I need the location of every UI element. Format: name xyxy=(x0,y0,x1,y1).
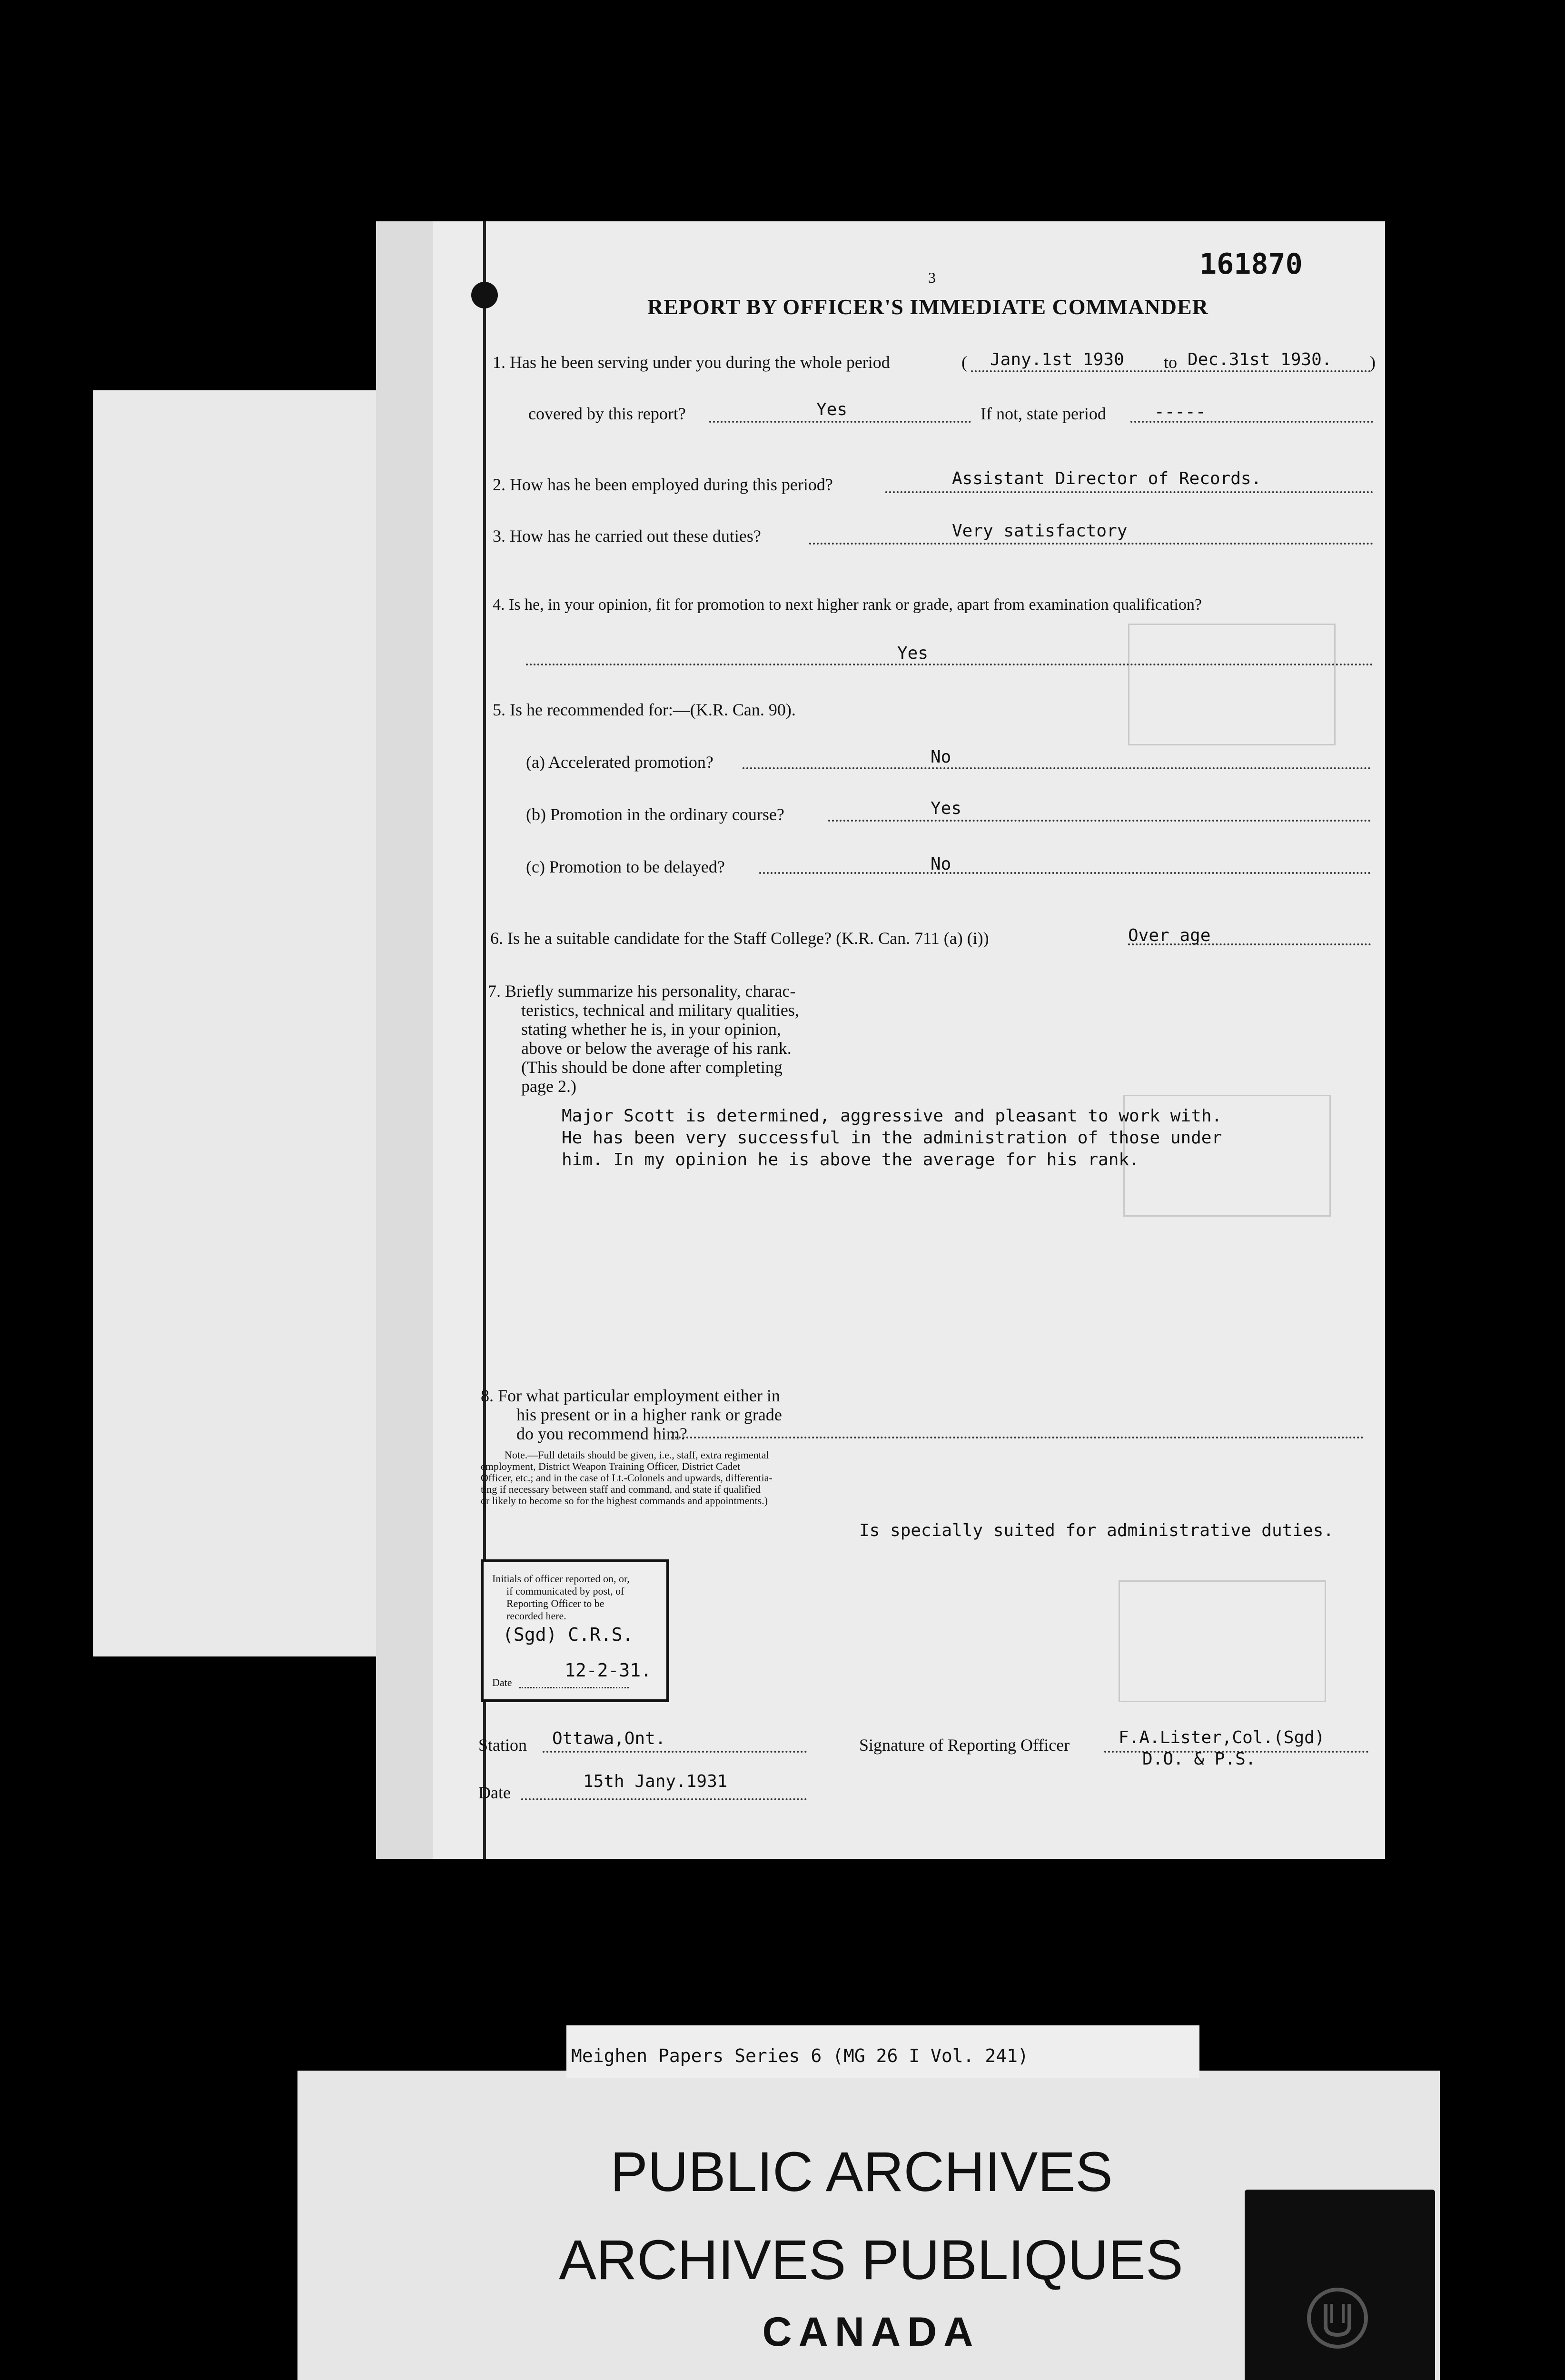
q2-line xyxy=(885,491,1373,493)
q1-from-value: Jany.1st 1930 xyxy=(990,350,1124,369)
initials-date: 12-2-31. xyxy=(565,1660,652,1681)
initials-value: (Sgd) C.R.S. xyxy=(503,1624,634,1645)
page-number: 3 xyxy=(928,269,936,286)
q5a-label: (a) Accelerated promotion? xyxy=(526,753,713,772)
page-title: REPORT BY OFFICER'S IMMEDIATE COMMANDER xyxy=(647,295,1208,319)
q7-answer-line: He has been very successful in the administration of those under xyxy=(562,1128,1222,1148)
q7-answer xyxy=(562,1105,1222,1171)
archives-logo-icon xyxy=(1304,2285,1371,2351)
date-value: 15th Jany.1931 xyxy=(583,1772,728,1791)
q1-to-value: Dec.31st 1930. xyxy=(1188,350,1332,369)
page-binding-edge xyxy=(376,221,433,1859)
collection-label xyxy=(566,2025,1199,2078)
q1-to-word: to xyxy=(1164,353,1178,372)
q8-label-line: his present or in a higher rank or grade xyxy=(516,1405,782,1424)
initials-date-line xyxy=(519,1687,629,1688)
q3-line xyxy=(809,543,1373,545)
q4-line xyxy=(526,664,1373,665)
q7-label-line: above or below the average of his rank. xyxy=(521,1039,792,1058)
q8-label-line: do you recommend him? xyxy=(516,1424,687,1443)
q4-label: 4. Is he, in your opinion, fit for promotion to next higher rank or grade, apart from examination qualification? xyxy=(493,596,1202,614)
q8-label-line: 8. For what particular employment either in xyxy=(481,1386,780,1405)
signature-value: F.A.Lister,Col.(Sgd) xyxy=(1119,1728,1325,1747)
q8-note xyxy=(481,1449,773,1507)
punch-hole xyxy=(471,282,498,308)
q8-note-line: Note.—Full details should be given, i.e., staff, extra regimental xyxy=(505,1449,769,1461)
q8-note-line: employment, District Weapon Training Officer, District Cadet xyxy=(481,1460,741,1472)
initials-box-label-line: Initials of officer reported on, or, xyxy=(492,1573,630,1585)
station-line xyxy=(543,1751,807,1753)
archives-line-3: CANADA xyxy=(762,2309,980,2355)
serial-number: 161870 xyxy=(1199,248,1303,281)
q8-note-line: ting if necessary between staff and command, and state if qualified xyxy=(481,1483,761,1495)
q5b-label: (b) Promotion in the ordinary course? xyxy=(526,805,784,824)
archives-line-1: PUBLIC ARCHIVES xyxy=(610,2141,1113,2203)
q5c-answer: No xyxy=(931,854,951,874)
q8-label xyxy=(481,1386,782,1443)
q1-close-paren: ) xyxy=(1370,353,1376,372)
q5a-line xyxy=(743,767,1371,769)
q5-label: 5. Is he recommended for:—(K.R. Can. 90). xyxy=(493,700,796,719)
q6-answer: Over age xyxy=(1128,926,1211,945)
bleed-through-box xyxy=(1119,1580,1326,1702)
q1-covered-label: covered by this report? xyxy=(528,404,686,423)
initials-box-label-line: if communicated by post, of xyxy=(506,1585,624,1597)
q7-label-line: teristics, technical and military qualities, xyxy=(521,1001,799,1020)
q5b-answer: Yes xyxy=(931,799,962,818)
q7-label-line: stating whether he is, in your opinion, xyxy=(521,1020,781,1039)
q7-label-line: page 2.) xyxy=(521,1077,576,1096)
q3-label: 3. How has he carried out these duties? xyxy=(493,526,761,545)
initials-box-label-line: recorded here. xyxy=(506,1610,566,1622)
q7-label xyxy=(488,982,799,1096)
q4-answer: Yes xyxy=(897,644,929,663)
q7-answer-line: him. In my opinion he is above the average for his rank. xyxy=(562,1150,1139,1170)
q1-ifnot-answer: ----- xyxy=(1154,402,1206,422)
signature-label: Signature of Reporting Officer xyxy=(859,1735,1070,1755)
initials-box-label xyxy=(492,1573,630,1622)
station-value: Ottawa,Ont. xyxy=(552,1729,666,1748)
q3-answer: Very satisfactory xyxy=(952,521,1128,541)
signature-title: D.O. & P.S. xyxy=(1142,1749,1256,1769)
q5c-label: (c) Promotion to be delayed? xyxy=(526,857,725,876)
q8-answer: Is specially suited for administrative duties. xyxy=(859,1521,1334,1540)
initials-box-label-line: Reporting Officer to be xyxy=(506,1597,604,1609)
q1-ifnot-label: If not, state period xyxy=(981,404,1106,423)
q2-answer: Assistant Director of Records. xyxy=(952,469,1262,488)
collection-label-text: Meighen Papers Series 6 (MG 26 I Vol. 241) xyxy=(571,2045,1029,2066)
q1-covered-answer: Yes xyxy=(816,400,848,419)
q5b-line xyxy=(828,820,1371,822)
q7-answer-line: Major Scott is determined, aggressive and pleasant to work with. xyxy=(562,1106,1222,1126)
initials-date-label: Date xyxy=(492,1676,512,1688)
q5a-answer: No xyxy=(931,747,951,767)
station-label: Station xyxy=(478,1735,527,1755)
archives-line-2: ARCHIVES PUBLIQUES xyxy=(559,2229,1183,2291)
q1-open-paren: ( xyxy=(961,353,967,372)
q1-covered-line xyxy=(709,421,971,423)
q7-label-line: (This should be done after completing xyxy=(521,1058,782,1077)
q8-line xyxy=(671,1437,1364,1438)
q5c-line xyxy=(759,872,1371,874)
q2-label: 2. How has he been employed during this period? xyxy=(493,475,833,494)
q1-label: 1. Has he been serving under you during the whole period xyxy=(493,353,890,372)
date-line xyxy=(521,1798,807,1800)
q8-note-line: Officer, etc.; and in the case of Lt.-Colonels and upwards, differentia- xyxy=(481,1472,773,1484)
date-label: Date xyxy=(478,1783,511,1802)
q7-label-line: 7. Briefly summarize his personality, charac- xyxy=(488,982,796,1001)
q6-label: 6. Is he a suitable candidate for the Staff College? (K.R. Can. 711 (a) (i)) xyxy=(490,929,989,948)
q8-note-line: or likely to become so for the highest commands and appointments.) xyxy=(481,1495,768,1507)
initials-box xyxy=(481,1559,669,1702)
bleed-through-box xyxy=(1128,624,1336,745)
